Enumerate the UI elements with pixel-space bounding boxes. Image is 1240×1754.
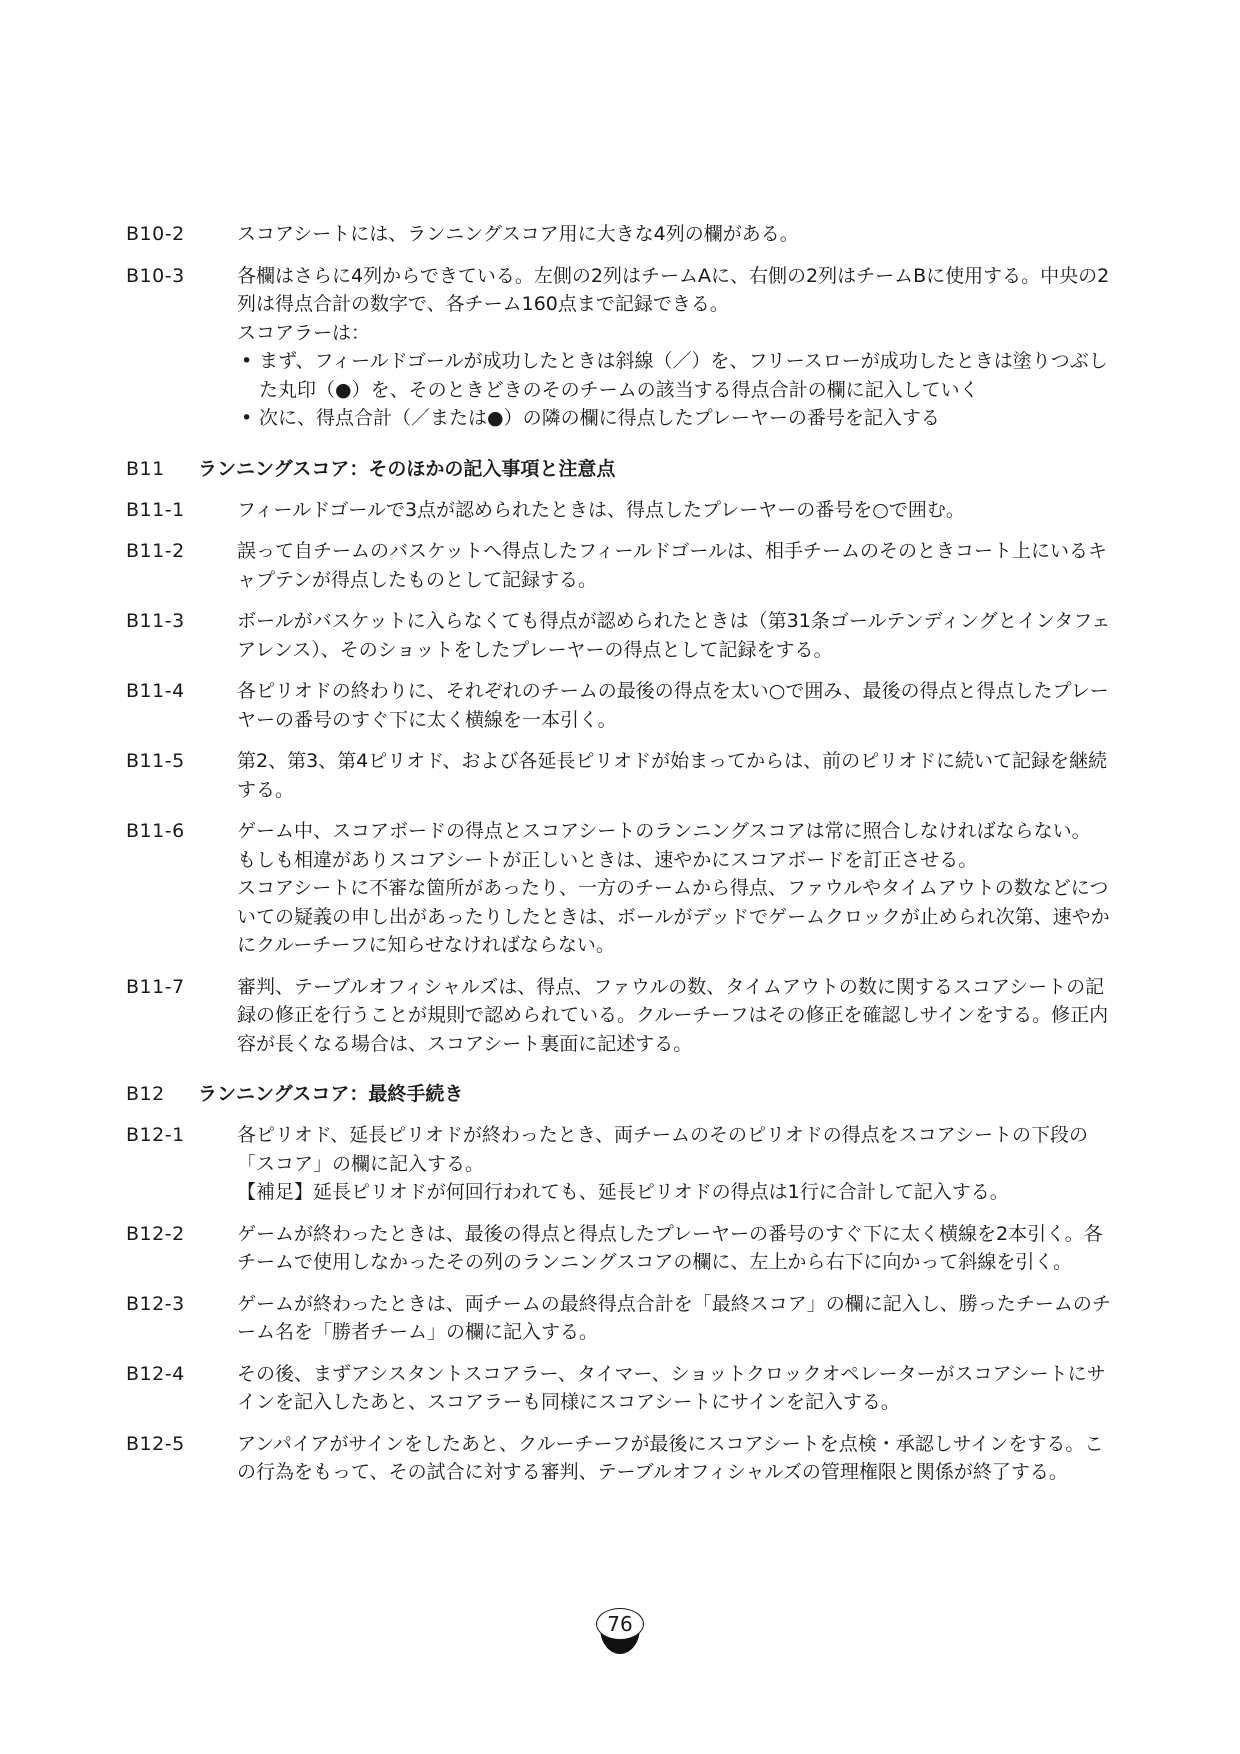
rule-paragraph: アンパイアがサインをしたあと、クルーチーフが最後にスコアシートを点検・承認しサインをする。この行為をもって、その試合に対する審判、テーブルオフィシャルズの管理権限と関係が終了する。 xyxy=(237,1432,1104,1483)
rule-paragraph: スコアシートに不審な箇所があったり、一方のチームから得点、ファウルやタイムアウトの数などについての疑義の申し出があったりしたときは、ボールがデッドでゲームクロックが止められ次第、速やかにクルーチーフに知らせなければならない。 xyxy=(237,877,1110,956)
rule-text xyxy=(237,1290,1116,1347)
rule-paragraph: 各ピリオドの終わりに、それぞれのチームの最後の得点を太い○で囲み、最後の得点と得点したプレーヤーの番号のすぐ下に太く横線を一本引く。 xyxy=(237,680,1109,731)
rule-note: 【補足】延長ピリオドが何回行われても、延長ピリオドの得点は1行に合計して記入する。 xyxy=(237,1181,1009,1203)
rule-paragraph: スコアシートには、ランニングスコア用に大きな4列の欄がある。 xyxy=(237,223,799,245)
rule-paragraph: 各欄はさらに4列からできている。左側の2列はチームAに、右側の2列はチームBに使用する。中央の2列は得点合計の数字で、各チーム160点まで記録できる。 xyxy=(237,264,1110,315)
page-number: 76 xyxy=(596,1608,644,1640)
rule-item xyxy=(126,1290,1116,1347)
rule-number: B11-1 xyxy=(126,498,185,521)
rule-item xyxy=(126,677,1116,734)
rule-number: B12-3 xyxy=(126,1292,185,1315)
section-title: ランニングスコア：そのほかの記入事項と注意点 xyxy=(198,457,616,480)
rule-item xyxy=(126,1220,1116,1277)
rule-item xyxy=(126,973,1116,1059)
section-number: B12 xyxy=(126,1083,165,1105)
rule-item xyxy=(126,220,1116,249)
rule-number: B11-5 xyxy=(126,750,185,772)
rule-paragraph: ゲーム中、スコアボードの得点とスコアシートのランニングスコアは常に照合しなければならない。 xyxy=(237,820,1091,842)
rule-number: B11-4 xyxy=(126,680,185,702)
rule-item xyxy=(126,1430,1116,1487)
document-body xyxy=(126,220,1116,1500)
bullet-list xyxy=(237,347,1116,433)
rule-item xyxy=(126,1360,1116,1417)
rule-number: B10-2 xyxy=(126,223,185,245)
rule-number: B12-1 xyxy=(126,1124,185,1146)
rule-item xyxy=(126,607,1116,664)
rule-text xyxy=(237,1121,1116,1207)
rule-paragraph: 誤って自チームのバスケットへ得点したフィールドゴールは、相手チームのそのときコート上にいるキャプテンが得点したものとして記録する。 xyxy=(237,540,1108,591)
rule-text xyxy=(237,537,1116,594)
rule-text xyxy=(237,1360,1116,1417)
rule-paragraph: 第2、第3、第4ピリオド、および各延長ピリオドが始まってからは、前のピリオドに続いて記録を継続する。 xyxy=(237,750,1107,801)
rule-paragraph: ゲームが終わったときは、最後の得点と得点したプレーヤーの番号のすぐ下に太く横線を2本引く。各チームで使用しなかったその列のランニングスコアの欄に、左上から右下に向かって斜線を引く。 xyxy=(237,1222,1103,1273)
section-heading xyxy=(126,455,1116,483)
section-heading xyxy=(126,1080,1116,1108)
rule-text xyxy=(237,1220,1116,1277)
rule-text xyxy=(237,1430,1116,1487)
rule-number: B12-4 xyxy=(126,1362,185,1385)
section-number: B11 xyxy=(126,457,165,480)
rule-text xyxy=(237,220,1116,249)
rule-text xyxy=(237,973,1116,1059)
rule-paragraph: その後、まずアシスタントスコアラー、タイマー、ショットクロックオペレーターがスコアシートにサインを記入したあと、スコアラーも同様にスコアシートにサインを記入する。 xyxy=(237,1362,1106,1413)
rule-item xyxy=(126,817,1116,960)
rule-paragraph: 各ピリオド、延長ピリオドが終わったとき、両チームのそのピリオドの得点をスコアシートの下段の「スコア」の欄に記入する。 xyxy=(237,1124,1089,1175)
rule-paragraph: 審判、テーブルオフィシャルズは、得点、ファウルの数、タイムアウトの数に関するスコアシートの記録の修正を行うことが規則で認められている。クルーチーフはその修正を確認しサインをする。修正内容が長くなる場合は、スコアシート裏面に記述する。 xyxy=(237,975,1109,1055)
rule-item xyxy=(126,1121,1116,1207)
rule-text xyxy=(237,677,1116,734)
rule-number: B11-2 xyxy=(126,540,185,562)
rule-text xyxy=(237,817,1116,960)
page-number-badge xyxy=(596,1608,644,1656)
rule-paragraph: フィールドゴールで3点が認められたときは、得点したプレーヤーの番号を○で囲む。 xyxy=(237,498,965,521)
rule-text xyxy=(237,747,1116,804)
rule-text xyxy=(237,496,1116,525)
bullet-item: • 次に、得点合計（／または●）の隣の欄に得点したプレーヤーの番号を記入する xyxy=(241,404,1116,433)
rule-item xyxy=(126,537,1116,594)
rule-paragraph: スコアラーは： xyxy=(237,321,371,344)
bullet-item: • まず、フィールドゴールが成功したときは斜線（／）を、フリースローが成功したときは塗りつぶした丸印（●）を、そのときどきのそのチームの該当する得点合計の欄に記入していく xyxy=(241,347,1116,404)
rule-item xyxy=(126,747,1116,804)
rule-number: B11-7 xyxy=(126,975,185,998)
rule-paragraph: ゲームが終わったときは、両チームの最終得点合計を「最終スコア」の欄に記入し、勝ったチームのチーム名を「勝者チーム」の欄に記入する。 xyxy=(237,1292,1111,1343)
rule-number: B12-2 xyxy=(126,1222,185,1245)
rule-item xyxy=(126,496,1116,525)
rule-number: B12-5 xyxy=(126,1432,185,1455)
rule-number: B10-3 xyxy=(126,264,185,287)
rule-text xyxy=(237,607,1116,664)
rule-number: B11-6 xyxy=(126,820,185,842)
rule-paragraph: ボールがバスケットに入らなくても得点が認められたときは（第31条ゴールテンディングとインタフェアレンス）、そのショットをしたプレーヤーの得点として記録をする。 xyxy=(237,610,1111,661)
rule-paragraph: もしも相違がありスコアシートが正しいときは、速やかにスコアボードを訂正させる。 xyxy=(237,848,978,871)
rule-item xyxy=(126,262,1116,433)
rule-number: B11-3 xyxy=(126,610,185,632)
rule-text xyxy=(237,262,1116,433)
section-title: ランニングスコア：最終手続き xyxy=(198,1083,464,1105)
